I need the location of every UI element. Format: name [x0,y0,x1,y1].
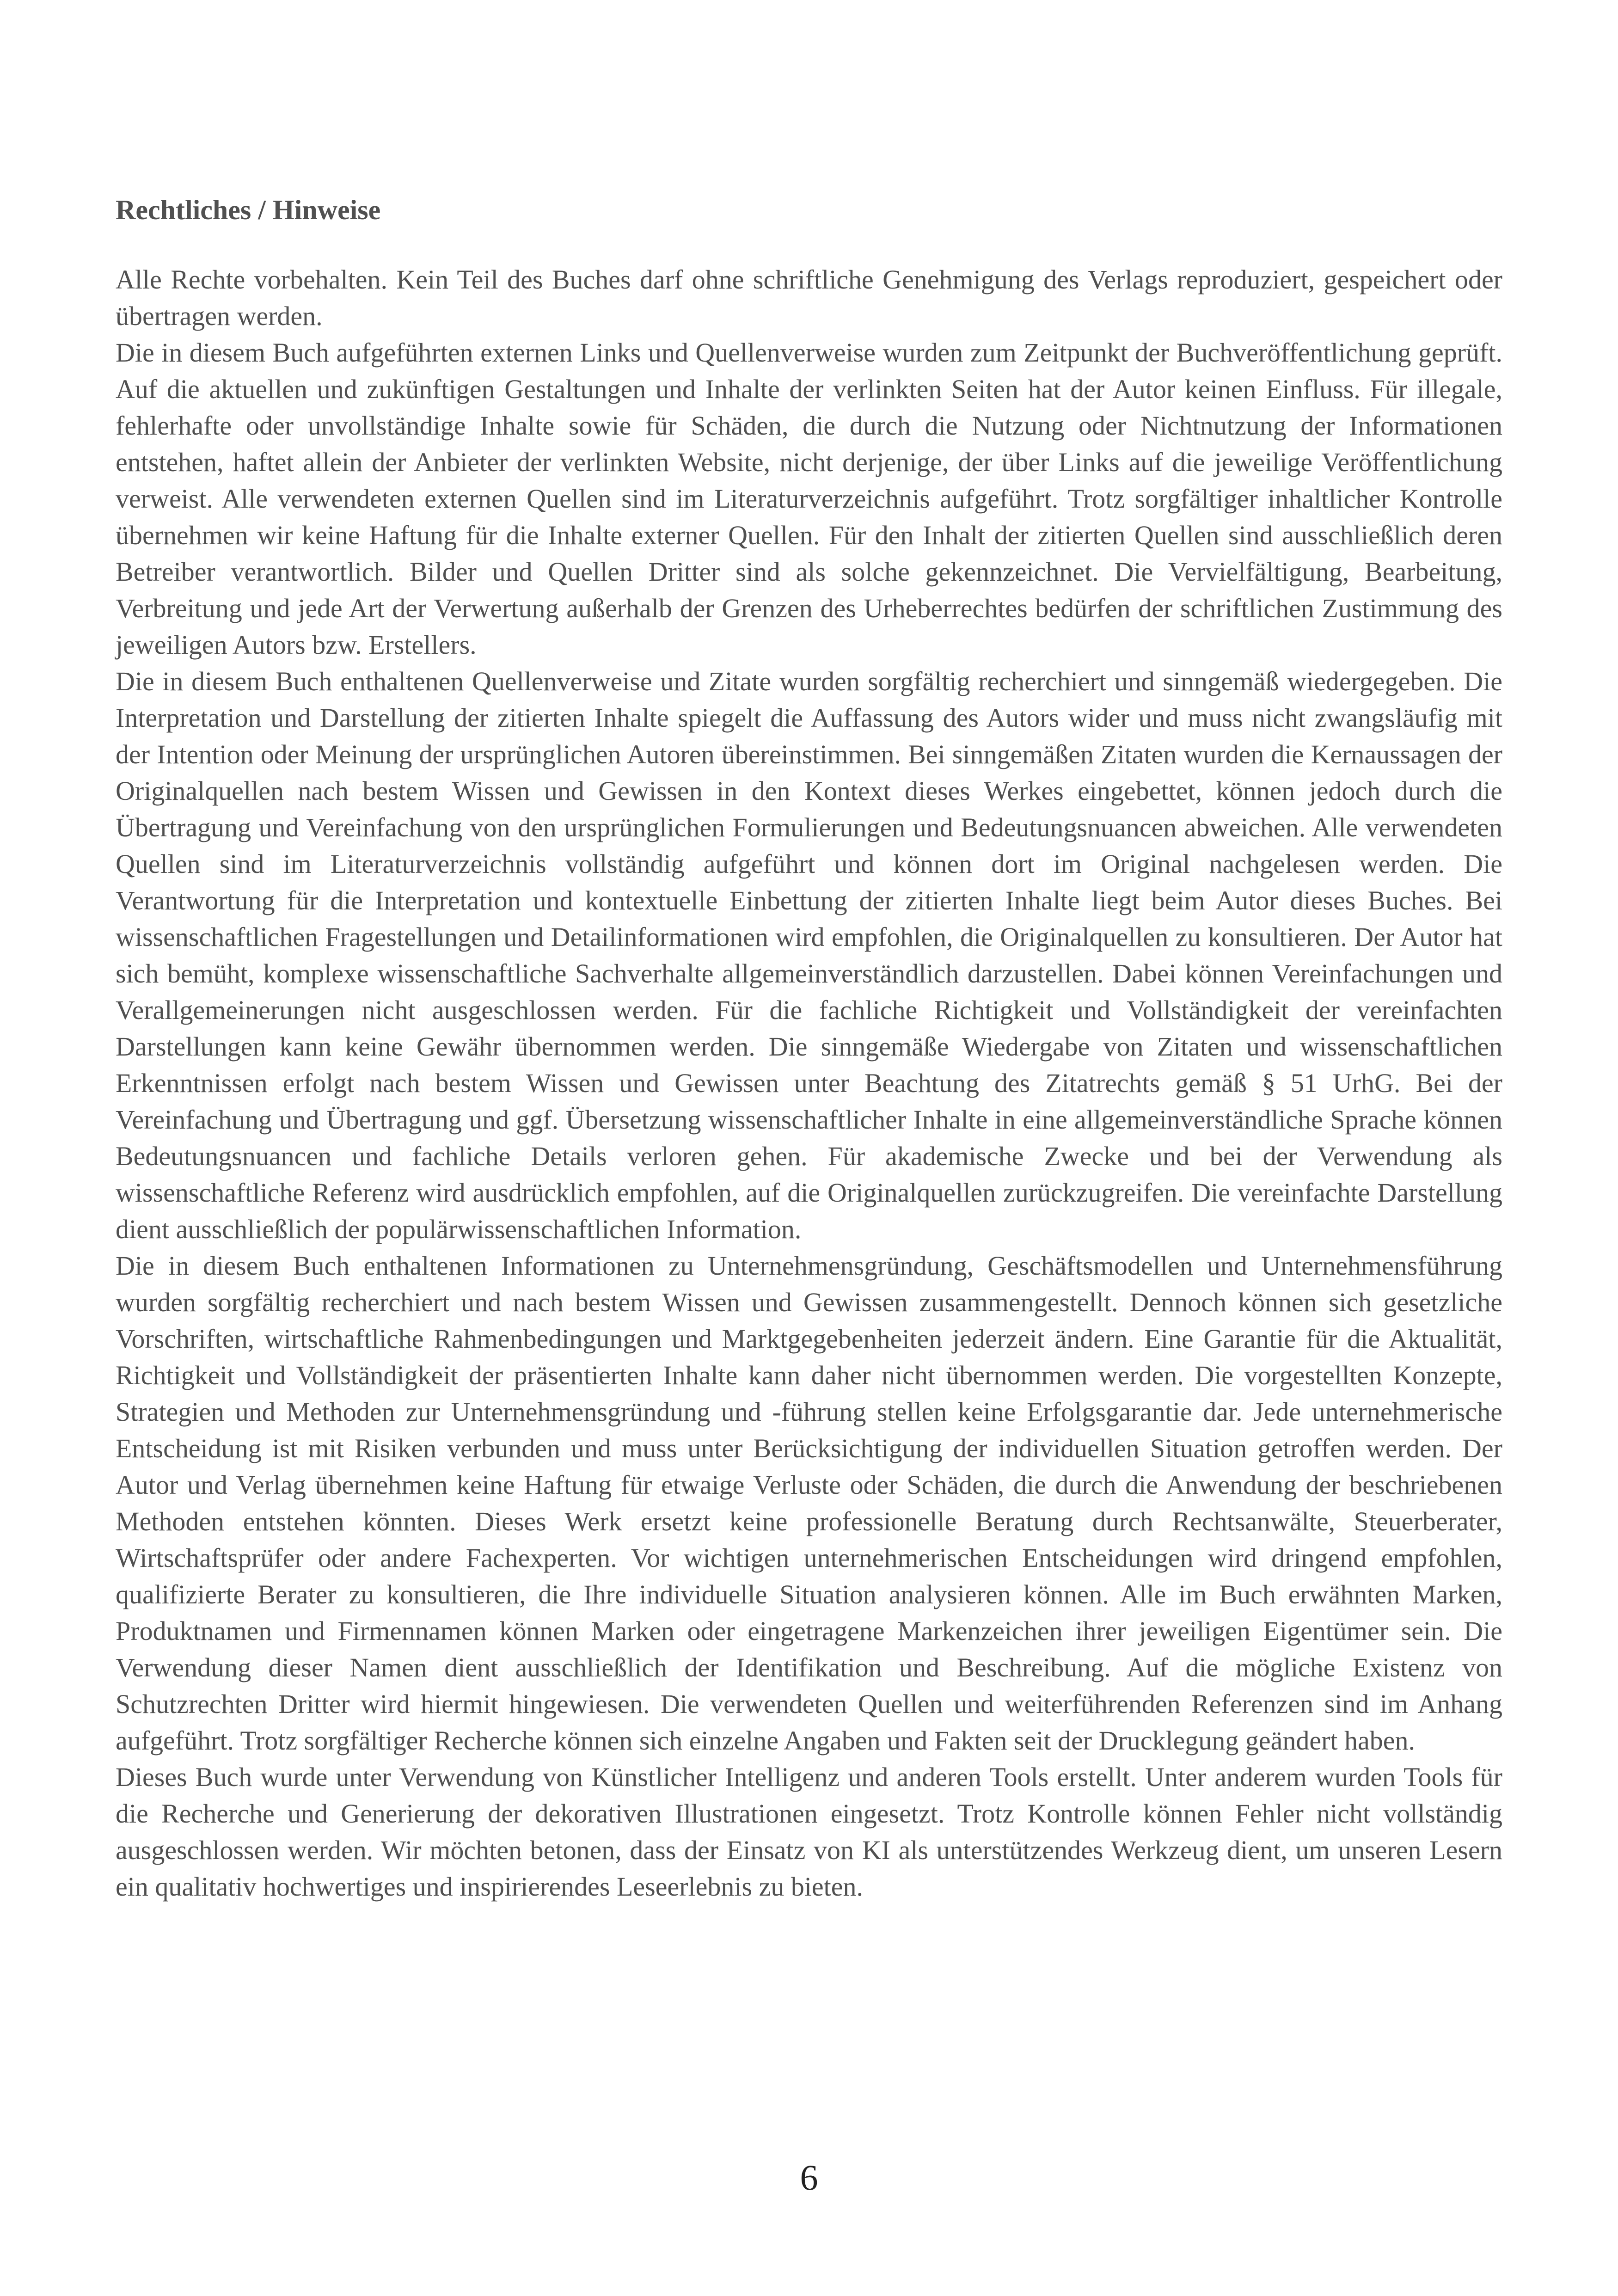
paragraph-business-disclaimer: Die in diesem Buch enthaltenen Informationen zu Unternehmensgründung, Geschäftsmodellen und Unternehmensführung wurden sorgfältig recherchiert und nach bestem Wissen und Gewissen zusammengestellt. Dennoch können sich gesetzliche Vorschriften, wirtschaftliche Rahmenbedingungen und Marktgegebenheiten jederzeit ändern. Eine Garantie für die Aktualität, Richtigkeit und Vollständigkeit der präsentierten Inhalte kann daher nicht übernommen werden. Die vorgestellten Konzepte, Strategien und Methoden zur Unternehmensgründung und -führung stellen keine Erfolgsgarantie dar. Jede unternehmerische Entscheidung ist mit Risiken verbunden und muss unter Berücksichtigung der individuellen Situation getroffen werden. Der Autor und Verlag übernehmen keine Haftung für etwaige Verluste oder Schäden, die durch die Anwendung der beschriebenen Methoden entstehen könnten. Dieses Werk ersetzt keine professionelle Beratung durch Rechtsanwälte, Steuerberater, Wirtschaftsprüfer oder andere Fachexperten. Vor wichtigen unternehmerischen Entscheidungen wird dringend empfohlen, qualifizierte Berater zu konsultieren, die Ihre individuelle Situation analysieren können. Alle im Buch erwähnten Marken, Produktnamen und Firmennamen können Marken oder eingetragene Markenzeichen ihrer jeweiligen Eigentümer sein. Die Verwendung dieser Namen dient ausschließlich der Identifikation und Beschreibung. Auf die mögliche Existenz von Schutzrechten Dritter wird hiermit hingewiesen. Die verwendeten Quellen und weiterführenden Referenzen sind im Anhang aufgeführt. Trotz sorgfältiger Recherche können sich einzelne Angaben und Fakten seit der Drucklegung geändert haben. [116,1251,1502,1756]
body-text [116,261,1502,1905]
page-number: 6 [800,2157,818,2198]
paragraph-external-links: Die in diesem Buch aufgeführten externen Links und Quellenverweise wurden zum Zeitpunkt der Buchveröffentlichung geprüft. Auf die aktuellen und zukünftigen Gestaltungen und Inhalte der verlinkten Seiten hat der Autor keinen Einfluss. Für illegale, fehlerhafte oder unvollständige Inhalte sowie für Schäden, die durch die Nutzung oder Nichtnutzung der Informationen entstehen, haftet allein der Anbieter der verlinkten Website, nicht derjenige, der über Links auf die jeweilige Veröffentlichung verweist. Alle verwendeten externen Quellen sind im Literaturverzeichnis aufgeführt. Trotz sorgfältiger inhaltlicher Kontrolle übernehmen wir keine Haftung für die Inhalte externer Quellen. Für den Inhalt der zitierten Quellen sind ausschließlich deren Betreiber verantwortlich. Bilder und Quellen Dritter sind als solche gekennzeichnet. Die Vervielfältigung, Bearbeitung, Verbreitung und jede Art der Verwertung außerhalb der Grenzen des Urheberrechtes bedürfen der schriftlichen Zustimmung des jeweiligen Autors bzw. Erstellers. [116,338,1502,660]
paragraph-copyright: Alle Rechte vorbehalten. Kein Teil des Buches darf ohne schriftliche Genehmigung des Verlags reproduziert, gespeichert oder übertragen werden. [116,264,1502,331]
paragraph-ai-notice: Dieses Buch wurde unter Verwendung von Künstlicher Intelligenz und anderen Tools erstellt. Unter anderem wurden Tools für die Recherche und Generierung der dekorativen Illustrationen eingesetzt. Trotz Kontrolle können Fehler nicht vollständig ausgeschlossen werden. Wir möchten betonen, dass der Einsatz von KI als unterstützendes Werkzeug dient, um unseren Lesern ein qualitativ hochwertiges und inspirierendes Leseerlebnis zu bieten. [116,1762,1502,1902]
paragraph-citations: Die in diesem Buch enthaltenen Quellenverweise und Zitate wurden sorgfältig recherchiert und sinngemäß wiedergegeben. Die Interpretation und Darstellung der zitierten Inhalte spiegelt die Auffassung des Autors wider und muss nicht zwangsläufig mit der Intention oder Meinung der ursprünglichen Autoren übereinstimmen. Bei sinngemäßen Zitaten wurden die Kernaussagen der Originalquellen nach bestem Wissen und Gewissen in den Kontext dieses Werkes eingebettet, können jedoch durch die Übertragung und Vereinfachung von den ursprünglichen Formulierungen und Bedeutungsnuancen abweichen. Alle verwendeten Quellen sind im Literaturverzeichnis vollständig aufgeführt und können dort im Original nachgelesen werden. Die Verantwortung für die Interpretation und kontextuelle Einbettung der zitierten Inhalte liegt beim Autor dieses Buches. Bei wissenschaftlichen Fragestellungen und Detailinformationen wird empfohlen, die Originalquellen zu konsultieren. Der Autor hat sich bemüht, komplexe wissenschaftliche Sachverhalte allgemeinverständlich darzustellen. Dabei können Vereinfachungen und Verallgemeinerungen nicht ausgeschlossen werden. Für die fachliche Richtigkeit und Vollständigkeit der vereinfachten Darstellungen kann keine Gewähr übernommen werden. Die sinngemäße Wiedergabe von Zitaten und wissenschaftlichen Erkenntnissen erfolgt nach bestem Wissen und Gewissen unter Beachtung des Zitatrechts gemäß § 51 UrhG. Bei der Vereinfachung und Übertragung und ggf. Übersetzung wissenschaftlicher Inhalte in eine allgemeinverständliche Sprache können Bedeutungsnuancen und fachliche Details verloren gehen. Für akademische Zwecke und bei der Verwendung als wissenschaftliche Referenz wird ausdrücklich empfohlen, auf die Originalquellen zurückzugreifen. Die vereinfachte Darstellung dient ausschließlich der populärwissenschaftlichen Information. [116,666,1502,1244]
section-heading: Rechtliches / Hinweise [116,195,381,225]
